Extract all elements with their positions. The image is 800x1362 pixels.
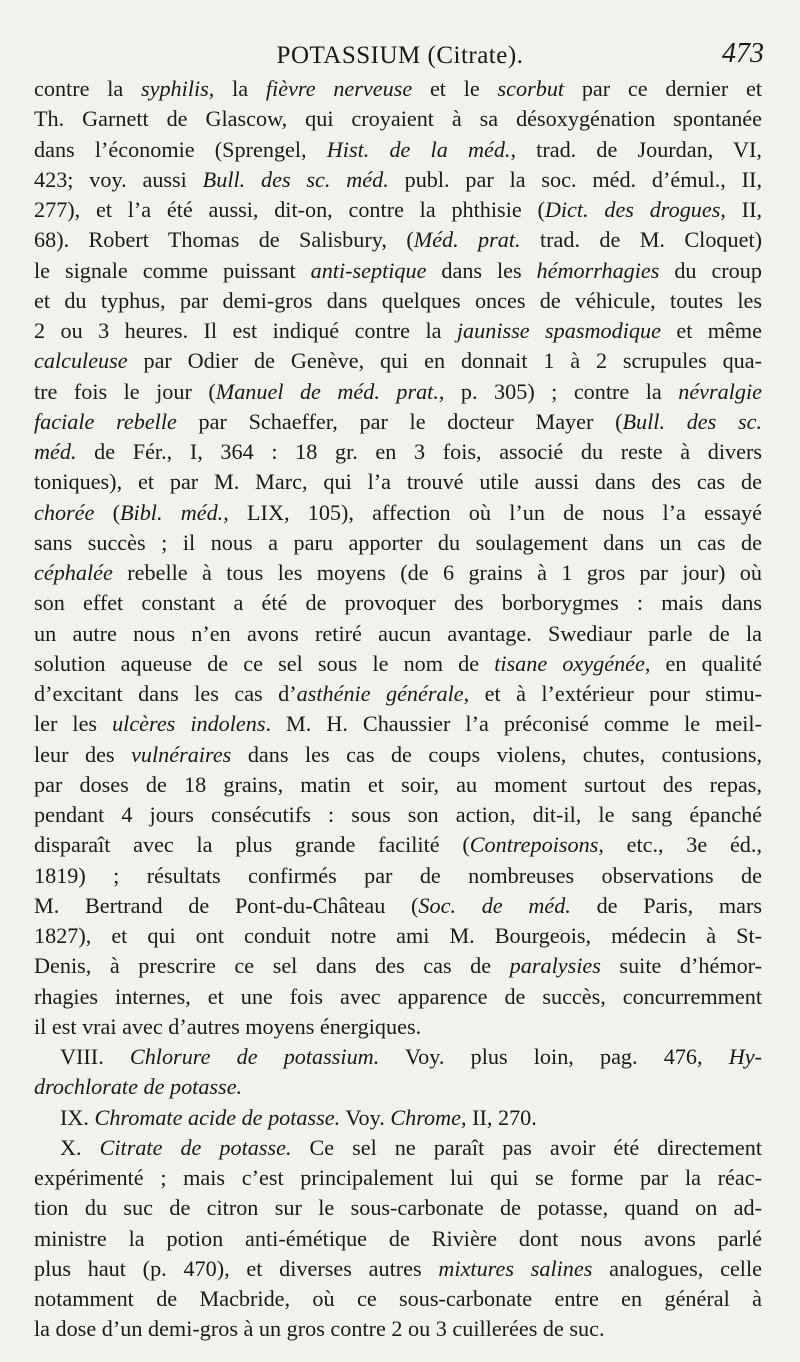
- text-segment: publ. par la soc. méd. d’émul., II,: [388, 166, 762, 192]
- italic-text: Soc. de méd.: [418, 892, 571, 918]
- text-segment: , en qualité: [644, 650, 762, 676]
- running-header: [0, 38, 800, 78]
- text-line: [34, 921, 762, 951]
- text-segment: Voy. plus loin, pag. 476,: [379, 1044, 729, 1069]
- italic-text: Dict. des drogues: [544, 197, 721, 222]
- italic-text: Chlorure de potassium.: [129, 1044, 380, 1069]
- text-line: [34, 1284, 762, 1314]
- text-line: [34, 498, 762, 528]
- text-segment: 1827), et qui ont conduit notre ami M. Bourgeois, médecin à St-: [34, 923, 762, 948]
- text-segment: 423; voy. aussi: [34, 166, 203, 192]
- text-segment: M. Bertrand de Pont-du-Château (: [34, 892, 419, 918]
- text-segment: Th. Garnett de Glascow, qui croyaient à sa désoxygénation spontanée: [34, 106, 762, 132]
- text-segment: il est vrai avec d’autres moyens énergiques.: [34, 1013, 422, 1039]
- text-segment: VIII.: [60, 1044, 130, 1069]
- italic-text: céphalée: [34, 560, 113, 585]
- text-segment: , II,: [720, 197, 762, 222]
- text-segment: contre la: [34, 76, 141, 101]
- text-line: [34, 1224, 762, 1254]
- text-segment: 277), et l’a été aussi, dit-on, contre la phthisie (: [34, 197, 545, 222]
- text-line: [34, 982, 762, 1012]
- italic-text: jaunisse spasmodique: [456, 318, 661, 343]
- italic-text: vulnéraires: [131, 741, 232, 767]
- text-segment: de Paris, mars: [570, 892, 762, 918]
- italic-text: anti-septique: [310, 257, 427, 283]
- text-line: [34, 346, 762, 376]
- text-line: [34, 830, 762, 860]
- text-segment: ler les: [34, 711, 113, 737]
- italic-text: tisane oxygénée: [494, 650, 645, 676]
- italic-text: chorée: [34, 499, 95, 525]
- italic-text: Manuel de méd. prat.: [215, 378, 439, 404]
- text-segment: par Odier de Genève, qui en donnait 1 à 2 scrupules qua-: [127, 348, 762, 374]
- text-segment: , et à l’extérieur pour stimu-: [463, 681, 762, 706]
- text-line: [34, 619, 762, 649]
- text-line: [34, 709, 762, 739]
- text-line: [34, 225, 762, 255]
- text-segment: (: [94, 499, 120, 525]
- italic-text: ulcères indolens: [112, 711, 266, 737]
- text-line: [34, 377, 762, 407]
- header-title: POTASSIUM (Citrate).: [276, 42, 524, 69]
- text-line: [34, 649, 762, 679]
- text-segment: pendant 4 jours consécutifs : sous son action, dit-il, le sang épanché: [34, 802, 762, 827]
- text-line: [34, 679, 762, 709]
- text-line: [34, 165, 762, 195]
- text-line: [34, 104, 762, 134]
- text-segment: , p. 305) ; contre la: [438, 378, 679, 404]
- text-line: [34, 1163, 762, 1193]
- text-line: [34, 951, 762, 981]
- text-line: [34, 1314, 762, 1344]
- italic-text: Bibl. méd.: [119, 499, 224, 525]
- text-segment: plus haut (p. 470), et diverses autres: [34, 1255, 439, 1281]
- text-segment: son effet constant a été de provoquer des borborygmes : mais dans: [34, 590, 762, 616]
- text-line: [34, 256, 762, 286]
- text-line: [34, 1133, 762, 1163]
- italic-text: Citrate de potasse.: [99, 1134, 292, 1160]
- text-segment: par ce dernier et: [564, 76, 762, 101]
- text-segment: notamment de Macbride, où ce sous-carbonate entre en général à: [34, 1286, 762, 1311]
- text-segment: ministre la potion anti-émétique de Rivière dont nous avons parlé: [34, 1225, 762, 1251]
- text-line: [34, 135, 762, 165]
- text-segment: et du typhus, par demi-gros dans quelques onces de véhicule, toutes les: [34, 287, 762, 313]
- text-segment: 2 ou 3 heures. Il est indiqué contre la: [34, 318, 457, 343]
- text-segment: de Fér., I, 364 : 18 gr. en 3 fois, associé du reste à divers: [76, 439, 762, 464]
- italic-text: Méd. prat.: [413, 227, 521, 253]
- text-line: [34, 558, 762, 588]
- text-segment: suite d’hémor-: [600, 953, 762, 979]
- text-segment: , la: [208, 76, 266, 101]
- text-segment: , trad. de Jourdan, VI,: [510, 136, 762, 162]
- text-segment: 68). Robert Thomas de Salisbury, (: [34, 227, 414, 253]
- text-segment: X.: [60, 1134, 100, 1160]
- page-number: 473: [722, 38, 764, 69]
- text-segment: rhagies internes, et une fois avec apparence de succès, concurremment: [34, 983, 762, 1009]
- text-segment: , II, 270.: [461, 1104, 537, 1130]
- text-segment: solution aqueuse de ce sel sous le nom de: [34, 650, 495, 676]
- italic-text: Chrome: [390, 1104, 462, 1130]
- text-line: [34, 467, 762, 497]
- italic-text: Bull. des sc. méd.: [202, 166, 389, 192]
- italic-text: Hist. de la méd.: [326, 136, 511, 162]
- text-segment: . M. H. Chaussier l’a préconisé comme le meil-: [265, 711, 762, 737]
- text-segment: dans les cas de coups violens, chutes, contusions,: [231, 741, 762, 767]
- text-segment: et même: [660, 318, 762, 343]
- italic-text: paralysies: [509, 953, 601, 979]
- italic-text: fièvre nerveuse: [265, 76, 413, 101]
- text-segment: par doses de 18 grains, matin et soir, au moment surtout des repas,: [34, 771, 762, 797]
- text-segment: par Schaeffer, par le docteur Mayer (: [176, 408, 623, 434]
- italic-text: scorbut: [497, 76, 565, 101]
- text-line: [34, 316, 762, 346]
- text-segment: un autre nous n’en avons retiré aucun avantage. Swediaur parle de la: [34, 620, 762, 646]
- italic-text: Hy-: [728, 1044, 762, 1069]
- italic-text: asthénie générale: [296, 681, 464, 706]
- italic-text: Bull. des sc.: [622, 408, 762, 434]
- text-segment: et le: [412, 76, 498, 101]
- text-line: [34, 891, 762, 921]
- text-line: [34, 1042, 762, 1072]
- text-segment: Denis, à prescrire ce sel dans des cas de: [34, 953, 510, 979]
- text-segment: , etc., 3e éd.,: [598, 832, 762, 858]
- text-line: [34, 1254, 762, 1284]
- italic-text: Chromate acide de potasse.: [94, 1104, 341, 1130]
- text-line: [34, 437, 762, 467]
- italic-text: hémorrhagies: [536, 257, 660, 283]
- text-segment: tion du suc de citron sur le sous-carbonate de potasse, quand on ad-: [34, 1195, 762, 1221]
- italic-text: méd.: [34, 439, 77, 464]
- text-segment: toniques), et par M. Marc, qui l’a trouvé utile aussi dans des cas de: [34, 469, 762, 495]
- italic-text: syphilis: [140, 76, 209, 101]
- italic-text: névralgie: [678, 378, 762, 404]
- text-segment: trad. de M. Cloquet): [520, 227, 762, 253]
- text-line: [34, 740, 762, 770]
- italic-text: drochlorate de potasse.: [34, 1074, 243, 1100]
- text-segment: 1819) ; résultats confirmés par de nombreuses observations de: [34, 862, 762, 888]
- text-line: [34, 861, 762, 891]
- text-line: [34, 286, 762, 316]
- italic-text: calculeuse: [34, 348, 128, 374]
- text-line: [34, 1072, 762, 1102]
- text-segment: du croup: [659, 257, 762, 283]
- text-line: [34, 1012, 762, 1042]
- text-segment: le signale comme puissant: [34, 257, 311, 283]
- text-line: [34, 1193, 762, 1223]
- text-segment: leur des: [34, 741, 132, 767]
- text-segment: dans les: [426, 257, 537, 283]
- text-line: [34, 407, 762, 437]
- text-segment: d’excitant dans les cas d’: [34, 681, 297, 706]
- text-segment: expérimenté ; mais c’est principalement lui qui se forme par la réac-: [34, 1165, 762, 1190]
- text-line: [34, 588, 762, 618]
- body-text: [34, 74, 762, 1345]
- italic-text: mixtures salines: [438, 1255, 593, 1281]
- text-line: [34, 1103, 762, 1133]
- text-segment: sans succès ; il nous a paru apporter du soulagement dans un cas de: [34, 529, 762, 555]
- text-segment: analogues, celle: [592, 1255, 762, 1281]
- text-segment: disparaît avec la plus grande facilité (: [34, 832, 470, 858]
- text-segment: tre fois le jour (: [34, 378, 216, 404]
- text-segment: , LIX, 105), affection où l’un de nous l’a essayé: [223, 499, 762, 525]
- text-segment: Voy.: [340, 1104, 391, 1130]
- text-line: [34, 770, 762, 800]
- italic-text: Contrepoisons: [469, 832, 599, 858]
- text-line: [34, 195, 762, 225]
- text-segment: la dose d’un demi-gros à un gros contre 2 ou 3 cuillerées de suc.: [34, 1316, 605, 1342]
- text-segment: dans l’économie (Sprengel,: [34, 136, 327, 162]
- text-line: [34, 74, 762, 104]
- text-segment: IX.: [60, 1104, 95, 1130]
- text-segment: rebelle à tous les moyens (de 6 grains à 1 gros par jour) où: [112, 560, 762, 585]
- italic-text: faciale rebelle: [34, 408, 177, 434]
- text-segment: Ce sel ne paraît pas avoir été directement: [291, 1134, 762, 1160]
- text-line: [34, 528, 762, 558]
- text-line: [34, 800, 762, 830]
